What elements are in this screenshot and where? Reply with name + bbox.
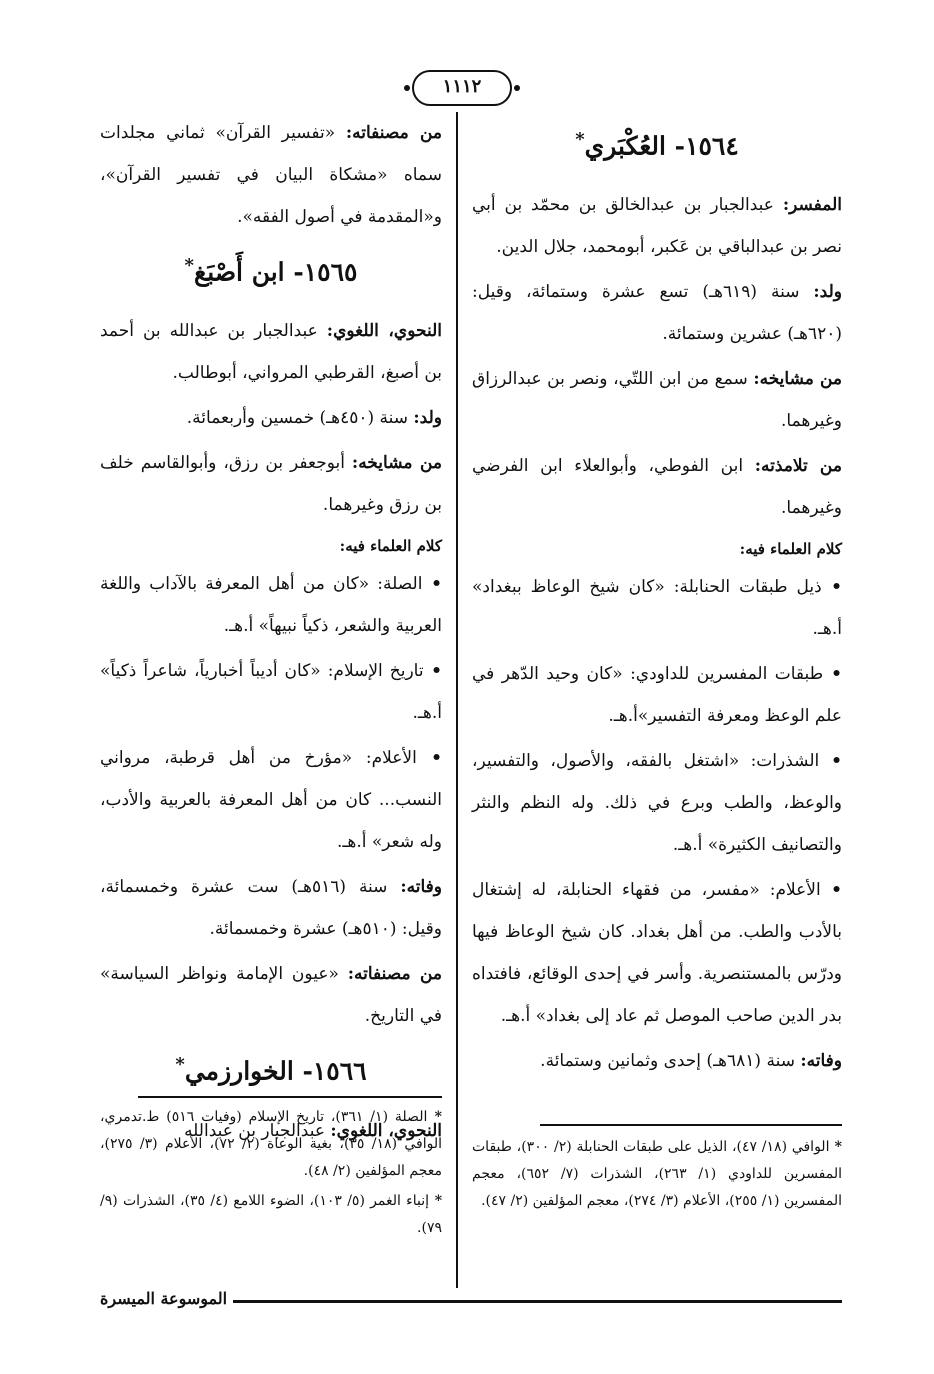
field-label: وفاته:: [800, 1051, 842, 1072]
entry-paragraph: [100, 112, 442, 238]
entry-paragraph: [100, 310, 442, 394]
entry-paragraph: [472, 184, 842, 268]
field-label: النحوي، اللغوي:: [326, 321, 442, 342]
page-footer: [100, 1290, 842, 1316]
footnote: * إنباء الغمر (٥/ ١٠٣)، الضوء اللامع (٤/ ٣٥)، الشذرات (٩/ ٧٩).: [100, 1188, 442, 1242]
field-label: من مصنفاته:: [345, 123, 442, 143]
book-title: الموسوعة الميسرة: [100, 1286, 233, 1312]
field-label: ولد:: [813, 282, 842, 303]
left-footnotes: [100, 1104, 442, 1245]
column-divider: [456, 112, 458, 1288]
footnote-star: *: [184, 255, 194, 276]
field-text: أبوجعفر بن رزق، وأبوالقاسم خلف بن رزق وغيرهما.: [100, 453, 442, 516]
field-text: سنة (٦١٩هـ) تسع عشرة وستمائة، وقيل: (٦٢٠هـ) عشرين وستمائة.: [472, 282, 842, 345]
field-label: ولد:: [413, 408, 442, 429]
entry-paragraph: [100, 442, 442, 526]
quote-bullet: • تاريخ الإسلام: «كان أديباً أخبارياً، شاعراً ذكياً» أ.هـ.: [100, 650, 442, 734]
footnote-rule: [138, 1096, 442, 1098]
footnote-star: *: [175, 1054, 185, 1076]
entry-heading-1565: [100, 242, 442, 296]
entry-paragraph: [472, 358, 842, 442]
quote-bullet: • الأعلام: «مؤرخ من أهل قرطبة، مرواني النسب... كان من أهل المعرفة بالعربية والأدب، وله شعر» أ.هـ.: [100, 737, 442, 863]
entry-paragraph: [100, 866, 442, 950]
section-subheading: كلام العلماء فيه:: [339, 537, 442, 556]
entry-heading-1566: [100, 1041, 442, 1095]
footnote-rule: [540, 1124, 842, 1126]
right-column: [472, 112, 842, 1085]
field-label: من مصنفاته:: [347, 964, 442, 985]
field-text: «عيون الإمامة ونواظر السياسة» في التاريخ.: [100, 964, 442, 1027]
field-text: سمع من ابن اللتّي، ونصر بن عبدالرزاق وغيرهما.: [472, 369, 842, 432]
field-text: «تفسير القرآن» ثماني مجلدات سماه «مشكاة البيان في تفسير القرآن»، و«المقدمة في أصول الفقه».: [100, 123, 442, 227]
left-column: [100, 112, 442, 1155]
field-label: من مشايخه:: [753, 369, 843, 390]
entry-heading-1564: [472, 116, 842, 170]
quote-bullet: • ذيل طبقات الحنابلة: «كان شيخ الوعاظ ببغداد» أ.هـ.: [472, 566, 842, 650]
field-text: سنة (٤٥٠هـ) خمسين وأربعمائة.: [186, 408, 414, 429]
field-text: سنة (٥١٦هـ) ست عشرة وخمسمائة، وقيل: (٥١٠هـ) عشرة وخمسمائة.: [100, 877, 442, 940]
field-text: عبدالجبار بن عبدالله بن أحمد بن أصبغ، القرطبي المرواني، أبوطالب.: [100, 321, 442, 384]
quote-bullet: • طبقات المفسرين للداودي: «كان وحيد الدّهر في علم الوعظ ومعرفة التفسير»أ.هـ.: [472, 653, 842, 737]
footnote: * الصلة (١/ ٣٦١)، تاريخ الإسلام (وفيات ٥١٦) ط.تدمري، الوافي (١٨/ ٣٥)، بغية الوعاة (٢/ ٧٢)، الأعلام (٣/ ٢٧٥)، معجم المؤلفين (٢/ ٤٨).: [100, 1104, 442, 1185]
field-label: المفسر:: [782, 195, 842, 216]
field-label: وفاته:: [400, 877, 443, 898]
entry-heading-text: ١٥٦٤- العُكْبَري: [584, 131, 739, 161]
field-text: عبدالجبار بن عبدالله: [184, 1120, 331, 1141]
field-label: من مشايخه:: [351, 453, 442, 474]
entry-paragraph: [472, 1040, 842, 1082]
entry-paragraph: [100, 953, 442, 1037]
right-footnotes: [472, 1134, 842, 1218]
field-label: من تلامذته:: [754, 456, 842, 477]
footnote: * الوافي (١٨/ ٤٧)، الذيل على طبقات الحنابلة (٢/ ٣٠٠)، طبقات المفسرين للداودي (١/ ٢٦٣)، الشذرات (٧/ ٦٥٢)، معجم المفسرين (١/ ٢٥٥)، الأعلام (٣/ ٢٧٤)، معجم المؤلفين (٢/ ٤٧).: [472, 1134, 842, 1215]
field-text: سنة (٦٨١هـ) إحدى وثمانين وستمائة.: [540, 1051, 801, 1072]
field-text: ابن الفوطي، وأبوالعلاء ابن الفرضي وغيرهما.: [472, 456, 842, 519]
entry-paragraph: [100, 397, 442, 439]
field-text: عبدالجبار بن عبدالخالق بن محمّد بن أبي نصر بن عبدالباقي بن عَكبر، أبومحمد، جلال الدين.: [472, 195, 842, 258]
entry-heading-text: ١٥٦٥- ابن أَصْبَغ: [193, 257, 358, 287]
entry-heading-text: ١٥٦٦- الخوارزمي: [184, 1056, 367, 1086]
footnote-star: *: [575, 129, 585, 150]
page-number: ١١١٢: [412, 70, 512, 106]
entry-paragraph: [472, 271, 842, 355]
quote-bullet: • الأعلام: «مفسر، من فقهاء الحنابلة، له إشتغال بالأدب والطب. من أهل بغداد. كان شيخ الوعاظ فيها ودرّس بالمستنصرية. وأسر في إحدى الوقائع، فافتداه بدر الدين صاحب الموصل ثم عاد إلى بغداد» أ.هـ.: [472, 869, 842, 1037]
quote-bullet: • الصلة: «كان من أهل المعرفة بالآداب واللغة العربية والشعر، ذكياً نبيهاً» أ.هـ.: [100, 563, 442, 647]
section-subheading: كلام العلماء فيه:: [739, 540, 842, 559]
quote-bullet: • الشذرات: «اشتغل بالفقه، والأصول، والتفسير، والوعظ، والطب وبرع في ذلك. وله النظم والنثر والتصانيف الكثيرة» أ.هـ.: [472, 740, 842, 866]
field-label: النحوي، اللغوي:: [330, 1120, 442, 1141]
entry-paragraph: [472, 445, 842, 529]
